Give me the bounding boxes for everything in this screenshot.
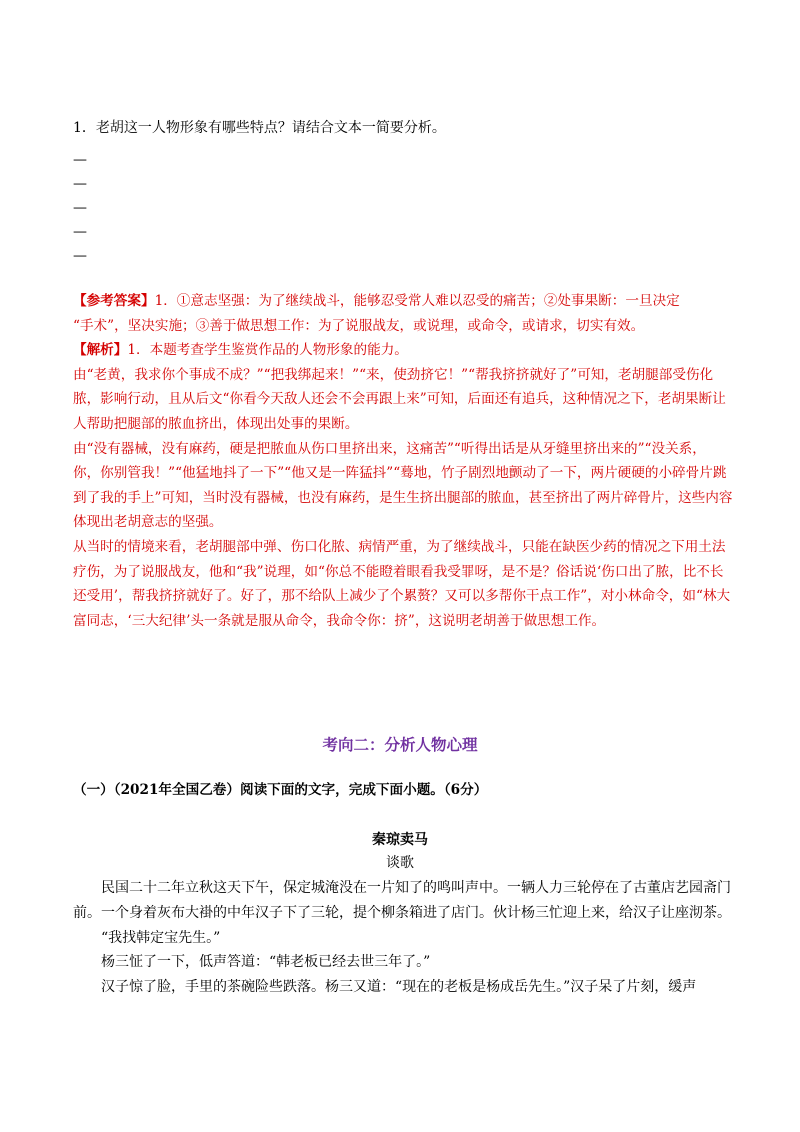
answer-line: — (73, 248, 87, 264)
analysis-paragraph-3: 从当时的情境来看，老胡腿部中弹、伤口化脓、病情严重，为了继续战斗，只能在缺医少药的情况之下用土法疗伤，为了说服战友，他和“我”说理，如“你总不能瞪着眼看我受罪呀，是不是？俗话说‘伤口出了脓，比不长还受用’，帮我挤挤就好了。好了，那不给队上减少了个累赘？又可以多帮你干点工作”，对小林命令，如“林大富同志，‘三大纪律’头一条就是服从命令，我命令你：挤”，这说明老胡善于做思想工作。 (73, 538, 731, 629)
answer-line: — (73, 152, 87, 168)
section-title: 考向二：分析人物心理 (322, 736, 478, 754)
answer-line: — (73, 200, 87, 216)
question-text: 1．老胡这一人物形象有哪些特点？请结合文本一简要分析。 (73, 120, 446, 136)
analysis-heading (73, 338, 733, 363)
task-instruction: （一）（2021年全国乙卷）阅读下面的文字，完成下面小题。（6分） (73, 782, 488, 798)
analysis-label: 【解析】 (73, 342, 128, 359)
analysis-intro: 1．本题考查学生鉴赏作品的人物形象的能力。 (127, 342, 408, 359)
answer-block (73, 289, 733, 633)
story-paragraph-1: 民国二十二年立秋这天下午，保定城淹没在一片知了的鸣叫声中。一辆人力三轮停在了古董店艺园斋门前。一个身着灰布大褂的中年汉子下了三轮，提个柳条箱进了店门。伙计杨三忙迎上来，给汉子让座沏茶。 (73, 880, 731, 921)
answer-line: — (73, 176, 87, 192)
answer-line: — (73, 224, 87, 240)
story-title: 秦琼卖马 (372, 832, 428, 848)
story-body (73, 876, 733, 1000)
reference-answer (73, 289, 733, 314)
reference-answer-continued: “手术”，坚决实施；③善于做思想工作：为了说服战友，或说理，或命令，或请求，切实有效。 (73, 317, 645, 334)
story-paragraph-4: 汉子惊了脸，手里的茶碗险些跌落。杨三又道：“现在的老板是杨成岳先生。”汉子呆了片刻，缓声 (101, 979, 697, 996)
analysis-paragraph-2: 由“没有器械，没有麻药，硬是把脓血从伤口里挤出来，这痛苦”“听得出话是从牙缝里挤出来的”“没关系，你，你别管我！”“他猛地抖了一下”“他又是一阵猛抖”“蓦地，竹子剧烈地颤动了一下，两片硬硬的小碎骨片跳到了我的手上”可知，当时没有器械，也没有麻药，是生生挤出腿部的脓血，甚至挤出了两片碎骨片，这些内容体现出老胡意志的坚强。 (73, 440, 733, 531)
analysis-paragraph-1: 由“老黄，我求你个事成不成？”“把我绑起来！”“来，使劲挤它！”“帮我挤挤就好了”可知，老胡腿部受伤化脓，影响行动，且从后文“你看今天敌人还会不会再跟上来”可知，后面还有追兵，这种情况之下，老胡果断让人帮助把腿部的脓血挤出，体现出处事的果断。 (73, 366, 726, 432)
story-paragraph-2: “我找韩定宝先生。” (101, 929, 221, 946)
reference-answer-label: 【参考答案】 (73, 293, 155, 309)
reference-answer-text: 1．①意志坚强：为了继续战斗，能够忍受常人难以忍受的痛苦；②处事果断：一旦决定 (154, 293, 680, 309)
story-paragraph-3: 杨三怔了一下，低声答道：“韩老板已经去世三年了。” (101, 954, 431, 971)
story-author: 谈歌 (386, 855, 414, 871)
